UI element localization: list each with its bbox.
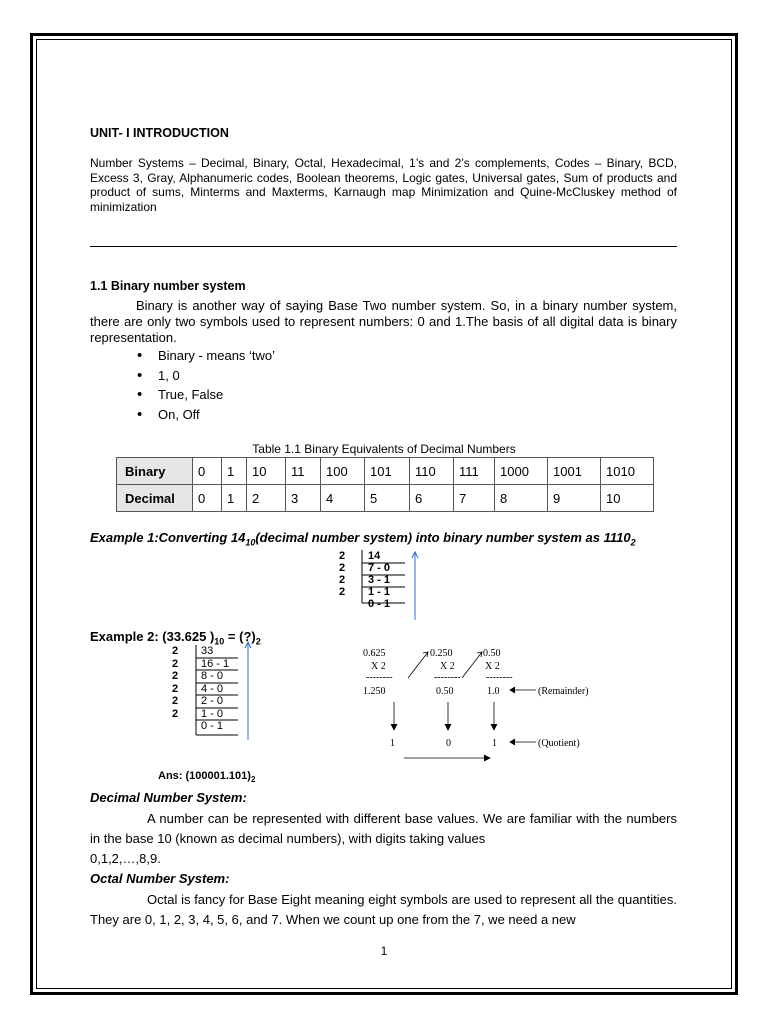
divisor: 2 [339, 586, 346, 598]
multiplier: X 2 [440, 661, 455, 672]
decimal-system-heading: Decimal Number System: [90, 790, 247, 805]
division-step: 3 - 1 [368, 574, 391, 586]
dashes: -------- [486, 672, 513, 683]
division-step: 16 - 1 [201, 657, 230, 670]
dashes: -------- [366, 672, 393, 683]
dashes: -------- [434, 672, 461, 683]
table-cell: 100 [321, 458, 365, 485]
divisor: 2 [172, 645, 179, 657]
division-step: 33 [201, 645, 214, 657]
table-cell: 0 [193, 458, 222, 485]
octal-system-heading: Octal Number System: [90, 871, 230, 886]
row-header: Decimal [117, 485, 193, 512]
page-number: 1 [380, 944, 388, 958]
answer-text: Ans: (100001.101) [158, 770, 251, 782]
table-cell: 3 [286, 485, 321, 512]
table-cell: 9 [548, 485, 601, 512]
list-item: • Binary - means ‘two’ [137, 348, 275, 368]
example2-subscript: 2 [255, 636, 261, 647]
example1-subscript: 10 [245, 537, 256, 548]
example2-answer [158, 770, 255, 784]
list-item: • 1, 0 [137, 368, 275, 387]
syllabus-text: Number Systems – Decimal, Binary, Octal, Hexadecimal, 1’s and 2’s complements, Codes – Binary, BCD, Excess 3, Gray, Alphanumeric codes, Boolean theorems, Logic gates, Universal gates, Sum of products and product of sums, Minterms and Maxterms, Karnaugh map Minimization and Quine-McCluskey method of minimization [90, 156, 677, 214]
product: 1.0 [487, 686, 500, 697]
answer-subscript: 2 [250, 775, 256, 785]
decimal-digits: 0,1,2,…,8,9. [90, 851, 161, 866]
table-cell: 10 [601, 485, 654, 512]
table-cell: 1000 [495, 458, 548, 485]
table-cell: 6 [410, 485, 454, 512]
table-cell: 1001 [548, 458, 601, 485]
table-cell: 4 [321, 485, 365, 512]
product: 1.250 [363, 686, 386, 697]
example1-text: Example 1:Converting 14 [90, 530, 246, 545]
division-step: 1 - 0 [201, 707, 224, 720]
section-title: 1.1 Binary number system [90, 279, 246, 293]
row-header: Binary [117, 458, 193, 485]
remainder-label: (Remainder) [538, 686, 589, 697]
table-cell: 1 [222, 458, 247, 485]
division-step: 8 - 0 [201, 670, 224, 682]
quotient: 1 [492, 738, 497, 749]
quotient: 1 [390, 738, 395, 749]
product: 0.50 [436, 686, 454, 697]
table-caption: Table 1.1 Binary Equivalents of Decimal Numbers [252, 442, 516, 456]
example2-text: Example 2: (33.625 ) [90, 629, 215, 644]
fraction-input: 0.250 [430, 648, 453, 659]
table-cell: 11 [286, 458, 321, 485]
division-step: 2 - 0 [201, 695, 224, 707]
divisor: 2 [339, 562, 346, 574]
divisor: 2 [172, 707, 179, 720]
table-cell: 8 [495, 485, 548, 512]
divisor: 2 [172, 682, 179, 695]
table-cell: 2 [247, 485, 286, 512]
division-step: 7 - 0 [368, 562, 391, 574]
octal-system-text: Octal is fancy for Base Eight meaning eight symbols are used to represent all the quantities. They are 0, 1, 2, 3, 4, 5, 6, and 7. When we count up one from the 7, we need a new [90, 892, 677, 927]
example2-text: = (?) [224, 629, 256, 644]
division-step: 14 [368, 550, 381, 562]
division-step: 1 - 1 [368, 586, 391, 598]
unit-title: UNIT- I INTRODUCTION [90, 126, 229, 140]
multiplier: X 2 [371, 661, 386, 672]
fraction-input: 0.625 [363, 648, 386, 659]
divisor: 2 [172, 670, 179, 682]
divisor: 2 [339, 574, 346, 586]
binary-intro-paragraph: Binary is another way of saying Base Two number system. So, in a binary number system, there are only two symbols used to represent numbers: 0 and 1.The basis of all digital data is binary representation. [90, 298, 677, 345]
table-cell: 0 [193, 485, 222, 512]
decimal-system-text: A number can be represented with different base values. We are familiar with the numbers in the base 10 (known as decimal numbers), with digits taking values [90, 811, 677, 846]
list-item: • On, Off [137, 407, 275, 427]
table-cell: 1010 [601, 458, 654, 485]
table-cell: 7 [454, 485, 495, 512]
table-cell: 5 [365, 485, 410, 512]
example1-subscript: 2 [630, 537, 636, 548]
table-cell: 10 [247, 458, 286, 485]
example1-text: (decimal number system) into binary number system as 1110 [255, 530, 631, 545]
fraction-input: 0.50 [483, 648, 501, 659]
table-cell: 101 [365, 458, 410, 485]
table-cell: 111 [454, 458, 495, 485]
divisor: 2 [339, 550, 346, 562]
divisor: 2 [172, 657, 179, 670]
multiplier: X 2 [485, 661, 500, 672]
list-item: • True, False [137, 387, 275, 407]
division-step: 4 - 0 [201, 682, 224, 695]
division-step: 0 - 1 [368, 598, 391, 610]
example2-subscript: 10 [214, 636, 225, 647]
division-step: 0 - 1 [201, 720, 224, 732]
quotient-label: (Quotient) [538, 738, 580, 749]
divisor: 2 [172, 695, 179, 707]
table-cell: 1 [222, 485, 247, 512]
quotient: 0 [446, 738, 451, 749]
table-cell: 110 [410, 458, 454, 485]
